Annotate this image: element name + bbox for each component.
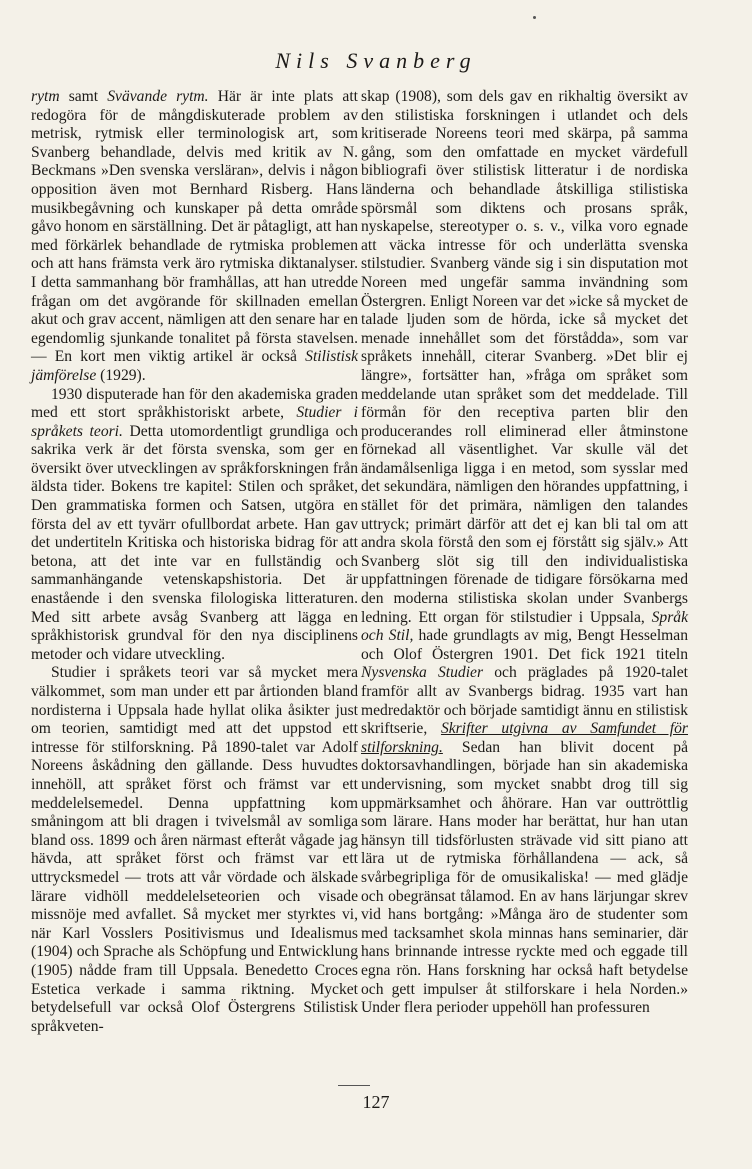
italic-title: Studier i språkets teori. — [31, 404, 358, 440]
right-column — [361, 88, 688, 1018]
italic-title: Nysvenska Studier — [361, 664, 484, 682]
text-run: Detta utomordentligt grundliga och sakrika verk är det första svenska, som ger en översikt över utvecklingen av språkforskningen från äldsta tider. Bokens tre kapitel: Stilen och språket, Den grammatiska formen och Satsen, utgöra en första del av ett tyvärr ofullbordat arbete. Han gav det undertiteln Kritiska och historiska bidrag för att betona, att det inte var en fullständig och sammanhängande vetenskapshistoria. Det är enastående i den svenska filologiska litteraturen. Med sitt arbete avsåg Svanberg att lägga en språkhistorisk grundval för den nya disciplinens metoder och vidare utveckling. — [31, 422, 358, 663]
text-run: Sedan han blivit docent på doktorsavhandlingen, började han sin akademiska undervisning, som mycket snabbt drog till sig uppmärksamhet och åhörare. Han var outtröttlig som lärare. Hans moder har berättat, hur han utan hänsyn till tidsförlusten strävade vid sitt piano att lära ut de rytmiska förhållandena — ack, så svårbegripliga för de omusikaliska! — med glädje och obegränsat tålamod. En av hans lärjungar skrev vid hans bortgång: »Många äro de studenter som med tacksamhet skola minnas hans seminarier, där hans brinnande intresse ryckte med och eggade till egna rön. Hans forskning har också haft betydelse och gett impulser åt stilforskare i hela Norden.» Under flera perioder uppehöll han professuren — [361, 738, 688, 1017]
folio-rule — [338, 1085, 370, 1086]
paragraph — [361, 88, 688, 1018]
italic-title: Svävande rytm. — [107, 88, 209, 105]
text-run: skap (1908), som dels gav en rikhaltig översikt av den stilistiska forskningen i utlandet och dels kritiserade Noreens teori med skärpa, på samma gång, som den omfattade en mycket värdefull bibliografi över stilistisk litteratur i de nordiska länderna och behandlade åtskilliga stilistiska spörsmål som diktens och prosans språk, nyskapelse, stereotyper o. s. v., vilka voro egnade att väcka intresse för och underlätta svenska stilstudier. Svanberg vände sig i sin disputation mot Noreen med ungefär samma invändning som Östergren. Enligt Noreen var det »icke så mycket de talade ljuden som de hörda, icke så mycket det menade innehållet som det förstådda», som var språkets innehåll, citerar Svanberg. »Det blir ej längre», fortsätter han, »fråga om språket som meddelande utan språket som det meddelade. Till förmån för den receptiva parten blir den producerandes roll eliminerad eller åtminstone förnekad all väsentlighet. Var skulle väl det ändamålsenliga ligga i en metod, som sysslar med det sekundära, nämligen den hörandes uppfattning, i stället för det primära, nämligen den talandes uttryck; primärt därför att det ej kan bli tal om att andra skola förstå den som ej förstått sig själv.» Att Svanberg slöt sig till den individualistiska uppfattningen förenade de tidigare försökarna med den moderna stilistiska skolan under Svanbergs ledning. Ett organ för stilstudier i Uppsala, — [361, 88, 688, 626]
italic-title: rytm — [31, 88, 60, 105]
italic-title: Språk och Stil, — [361, 608, 688, 645]
text-run: Studier i språkets teori var så mycket mera välkommet, som man under ett par årtionden bland nordisterna i Uppsala hade hyllat olika åsikter just om teorien, samtidigt med att det uppstod ett intresse för stilforskning. På 1890-talet var Adolf Noreens åskådning den gällande. Dess huvudtes innehöll, att språket först och främst var ett meddelelsemedel. Denna uppfattning kom småningom att bli dragen i tvivelsmål av somliga bland oss. 1899 och åren närmast efteråt vågade jag hävda, att språket först och främst var ett uttrycksmedel — trots att vår vördade och älskade lärare vidhöll meddelelseteorien och visade missnöje med avfallet. Så mycket mer styrktes vi, när Karl Vosslers Positivismus und Idealismus (1904) och Sprache als Schöpfung und Entwicklung (1905) nådde fram till Uppsala. Benedetto Croces Estetica verkade i samma riktning. Mycket betydelsefull var också Olof Östergrens Stilistisk språkveten- — [31, 664, 358, 1035]
text-run: Här är inte plats att redogöra för de mångdiskuterade problem av metrisk, rytmisk eller terminologisk art, som Svanberg behandlade, delvis med kritik av N. Beckmans »Den svenska versläran», delvis i någon opposition även mot Bernhard Risberg. Hans musikbegåvning och kunskaper på detta område gåvo honom en särställning. Det är påtagligt, att han med förkärlek behandlade de rytmiska problemen och att hans främsta verk äro rytmiska diktanalyser. I detta sammanhang bör framhållas, att han utredde frågan om det avgörande för skillnaden emellan akut och grav accent, nämligen att den senare har en egendomlig sjunkande tonalitet på första stavelsen. — En kort men viktig artikel är också — [31, 88, 359, 366]
running-head: Nils Svanberg — [275, 48, 477, 73]
paragraph — [31, 386, 358, 665]
text-run: hade grundlagts av mig, Bengt Hesselman och Olof Östergren 1901. Det fick 1921 titeln — [361, 627, 689, 663]
text-run: 1930 disputerade han för den akademiska graden med ett stort språkhistoriskt arbete, — [31, 385, 358, 422]
left-column — [31, 88, 358, 1036]
paragraph — [31, 664, 358, 1036]
italic-title: Skrifter utgivna av Samfundet för stilforskning. — [361, 720, 689, 756]
page-speck — [533, 16, 536, 19]
text-run: och präglades på 1920-talet framför allt av Svanbergs bidrag. 1935 vart han medredaktör och började samtidigt ännu en stilistisk skriftserie, — [361, 664, 689, 738]
text-run: samt — [59, 88, 108, 105]
italic-title: Stilistisk jämförelse — [31, 348, 358, 384]
page-number: 127 — [362, 1092, 390, 1112]
paragraph — [31, 88, 358, 386]
text-run: (1929). — [96, 366, 146, 384]
